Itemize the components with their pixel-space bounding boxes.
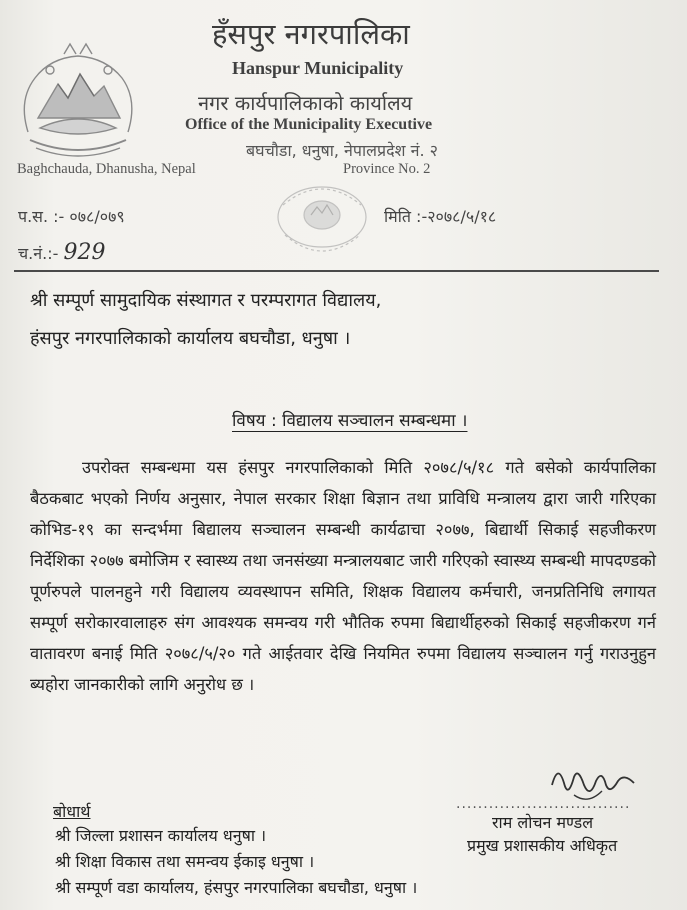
province-english: Province No. 2 [343,161,431,177]
cc-item: श्री सम्पूर्ण वडा कार्यालय, हंसपुर नगरपालिका बघचौडा, धनुषा । [55,878,418,897]
letter-subject: विषय : विद्यालय सञ्चालन सम्बन्धमा । [232,411,468,431]
dispatch-number-value: 929 [63,240,106,265]
addressee-line-2: हंसपुर नगरपालिकाको कार्यालय बघचौडा, धनुषा । [30,328,351,349]
cc-item: श्री जिल्ला प्रशासन कार्यालय धनुषा । [55,826,267,845]
letter-number: प.स. :- ०७८/०७९ [18,207,125,226]
nepal-emblem-icon [10,40,145,165]
office-name-nepali: नगर कार्यपालिकाको कार्यालय [198,91,413,115]
signature-line: ................................ [456,796,631,812]
letter-body: उपरोक्त सम्बन्धमा यस हंसपुर नगरपालिकाको मिति २०७८/५/१८ गते बसेको कार्यपालिका बैठकबाट भएको निर्णय अनुसार, नेपाल सरकार शिक्षा बिज्ञान तथा प्राविधि मन्त्रालय द्वारा जारी गरिएका कोभिड-१९ का सन्दर्भमा बिद्यालय सञ्चालन सम्बन्धी कार्यढाचा २०७७, बिद्यार्थी सिकाई सहजीकरण निर्देशिका २०७७ बमोजिम र स्वास्थ्य तथा जनसंख्या मन्त्रालयबाट जारी गरिएको स्वास्थ्य सम्बन्धी मापदण्डको पूर्णरुपले पालनहुने गरी विद्यालय व्यवस्थापन समिति, शिक्षक विद्यालय कर्मचारी, जनप्रतिनिधि लगायत सम्पूर्ण सरोकारवालाहरु संग आवश्यक समन्वय गरी भौतिक रुपमा बिद्यार्थीहरुको सिकाई सहजीकरण गर्न वातावरण बनाई मिति २०७८/५/२० गते आईतवार देखि नियमित रुपमा विद्यालय सञ्चालन गर्नु गराउनुहुन ब्यहोरा जानकारीको लागि अनुरोध छ । [30,458,656,694]
office-seal-stamp [265,175,380,270]
office-name-english: Office of the Municipality Executive [185,116,433,133]
letter-date: मिति :-२०७८/५/१८ [384,207,497,226]
dispatch-number-label: च.नं.:- [18,244,59,263]
cc-item: श्री शिक्षा विकास तथा समन्वय ईकाइ धनुषा । [55,852,315,871]
municipality-name-nepali: हँसपुर नगरपालिका [212,17,410,51]
addressee-line-1: श्री सम्पूर्ण सामुदायिक संस्थागत र परम्परागत विद्यालय, [30,290,382,311]
address-nepali: बघचौडा, धनुषा, नेपालप्रदेश नं. २ [246,141,438,160]
signatory-title: प्रमुख प्रशासकीय अधिकृत [467,836,618,855]
header-divider [14,270,659,272]
municipality-name-english: Hanspur Municipality [232,58,404,78]
cc-heading: बोधार्थ [53,802,91,821]
dispatch-number [18,240,105,265]
signatory-name: राम लोचन मण्डल [492,813,594,832]
address-english: Baghchauda, Dhanusha, Nepal [17,161,196,177]
